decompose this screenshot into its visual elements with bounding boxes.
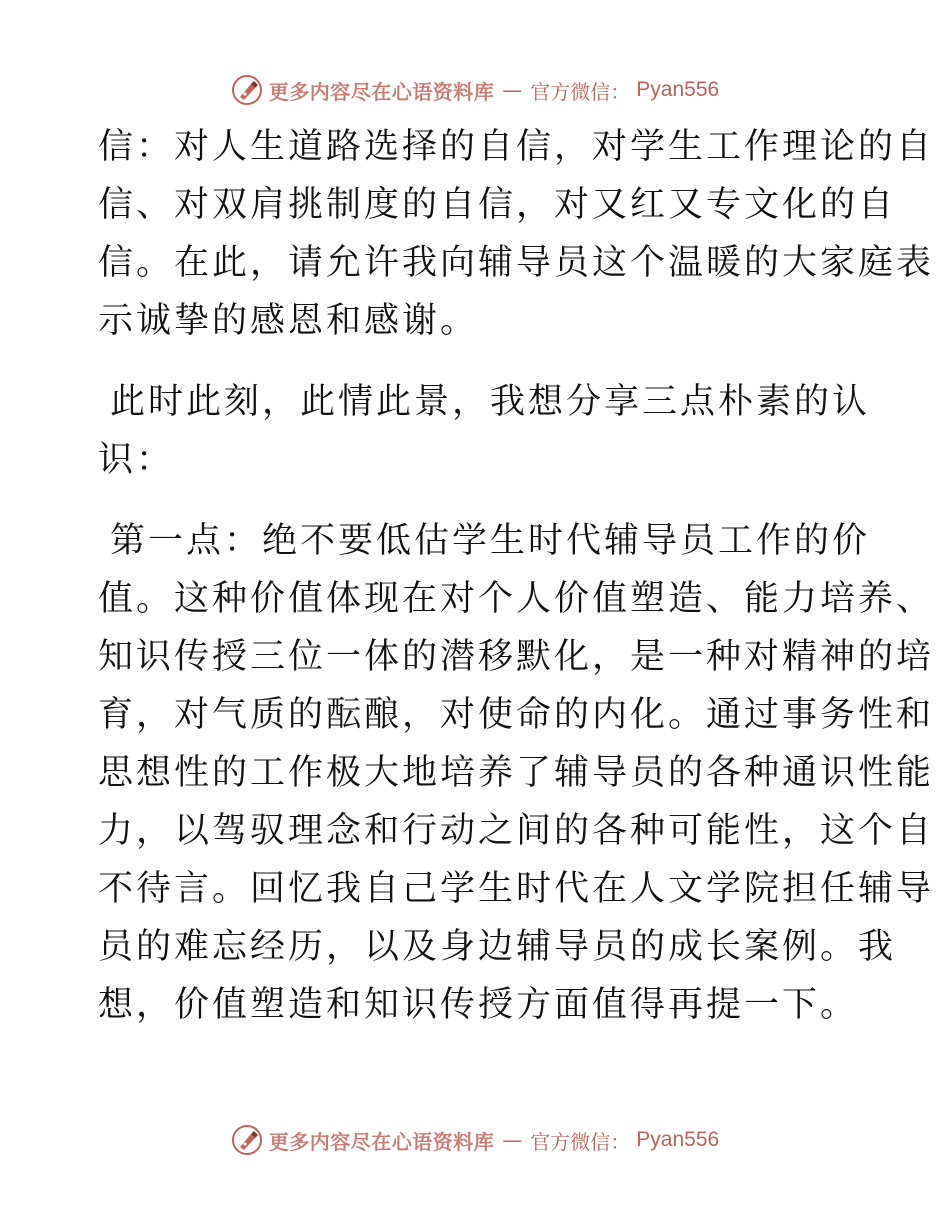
pen-nib-logo-icon	[231, 1124, 263, 1156]
text-line: 思想性的工作极大地培养了辅导员的各种通识性能	[98, 753, 935, 793]
banner-wechat-id: Pyan556	[636, 78, 720, 101]
pen-nib-logo-icon	[231, 74, 263, 106]
banner-dash: —	[502, 1128, 523, 1152]
text-line: 示诚挚的感恩和感谢。	[98, 301, 479, 341]
banner-main-text: 更多内容尽在心语资料库	[268, 79, 495, 104]
text-line: 信：对人生道路选择的自信，对学生工作理论的自	[98, 127, 935, 167]
text-line: 信、对双肩挑制度的自信，对又红又专文化的自	[98, 185, 897, 225]
paragraph-gratitude	[98, 118, 935, 350]
document-body	[98, 118, 935, 1034]
banner-wechat-id: Pyan556	[636, 1128, 720, 1151]
banner-dash: —	[502, 78, 523, 102]
text-line: 想，价值塑造和知识传授方面值得再提一下。	[98, 985, 859, 1025]
text-line: 员的难忘经历，以及身边辅导员的成长案例。我	[98, 927, 897, 967]
text-line: 第一点：绝不要低估学生时代辅导员工作的价	[110, 521, 871, 561]
footer-watermark-banner	[0, 1120, 950, 1160]
banner-wechat-label: 官方微信：	[530, 1129, 631, 1154]
banner-main-text: 更多内容尽在心语资料库	[268, 1129, 495, 1154]
text-line: 不待言。回忆我自己学生时代在人文学院担任辅导	[98, 869, 935, 909]
header-watermark-banner	[0, 70, 950, 110]
paragraph-point-one	[98, 512, 935, 1034]
text-line: 识：	[98, 440, 175, 480]
paragraph-intro-three-points	[98, 373, 871, 489]
text-line: 力，以驾驭理念和行动之间的各种可能性，这个自	[98, 811, 935, 851]
text-line: 知识传授三位一体的潜移默化，是一种对精神的培	[98, 637, 935, 677]
text-line: 此时此刻，此情此景，我想分享三点朴素的认	[110, 382, 871, 422]
banner-wechat-label: 官方微信：	[530, 79, 631, 104]
text-line: 信。在此，请允许我向辅导员这个温暖的大家庭表	[98, 243, 935, 283]
text-line: 育，对气质的酝酿，对使命的内化。通过事务性和	[98, 695, 935, 735]
text-line: 值。这种价值体现在对个人价值塑造、能力培养、	[98, 579, 935, 619]
